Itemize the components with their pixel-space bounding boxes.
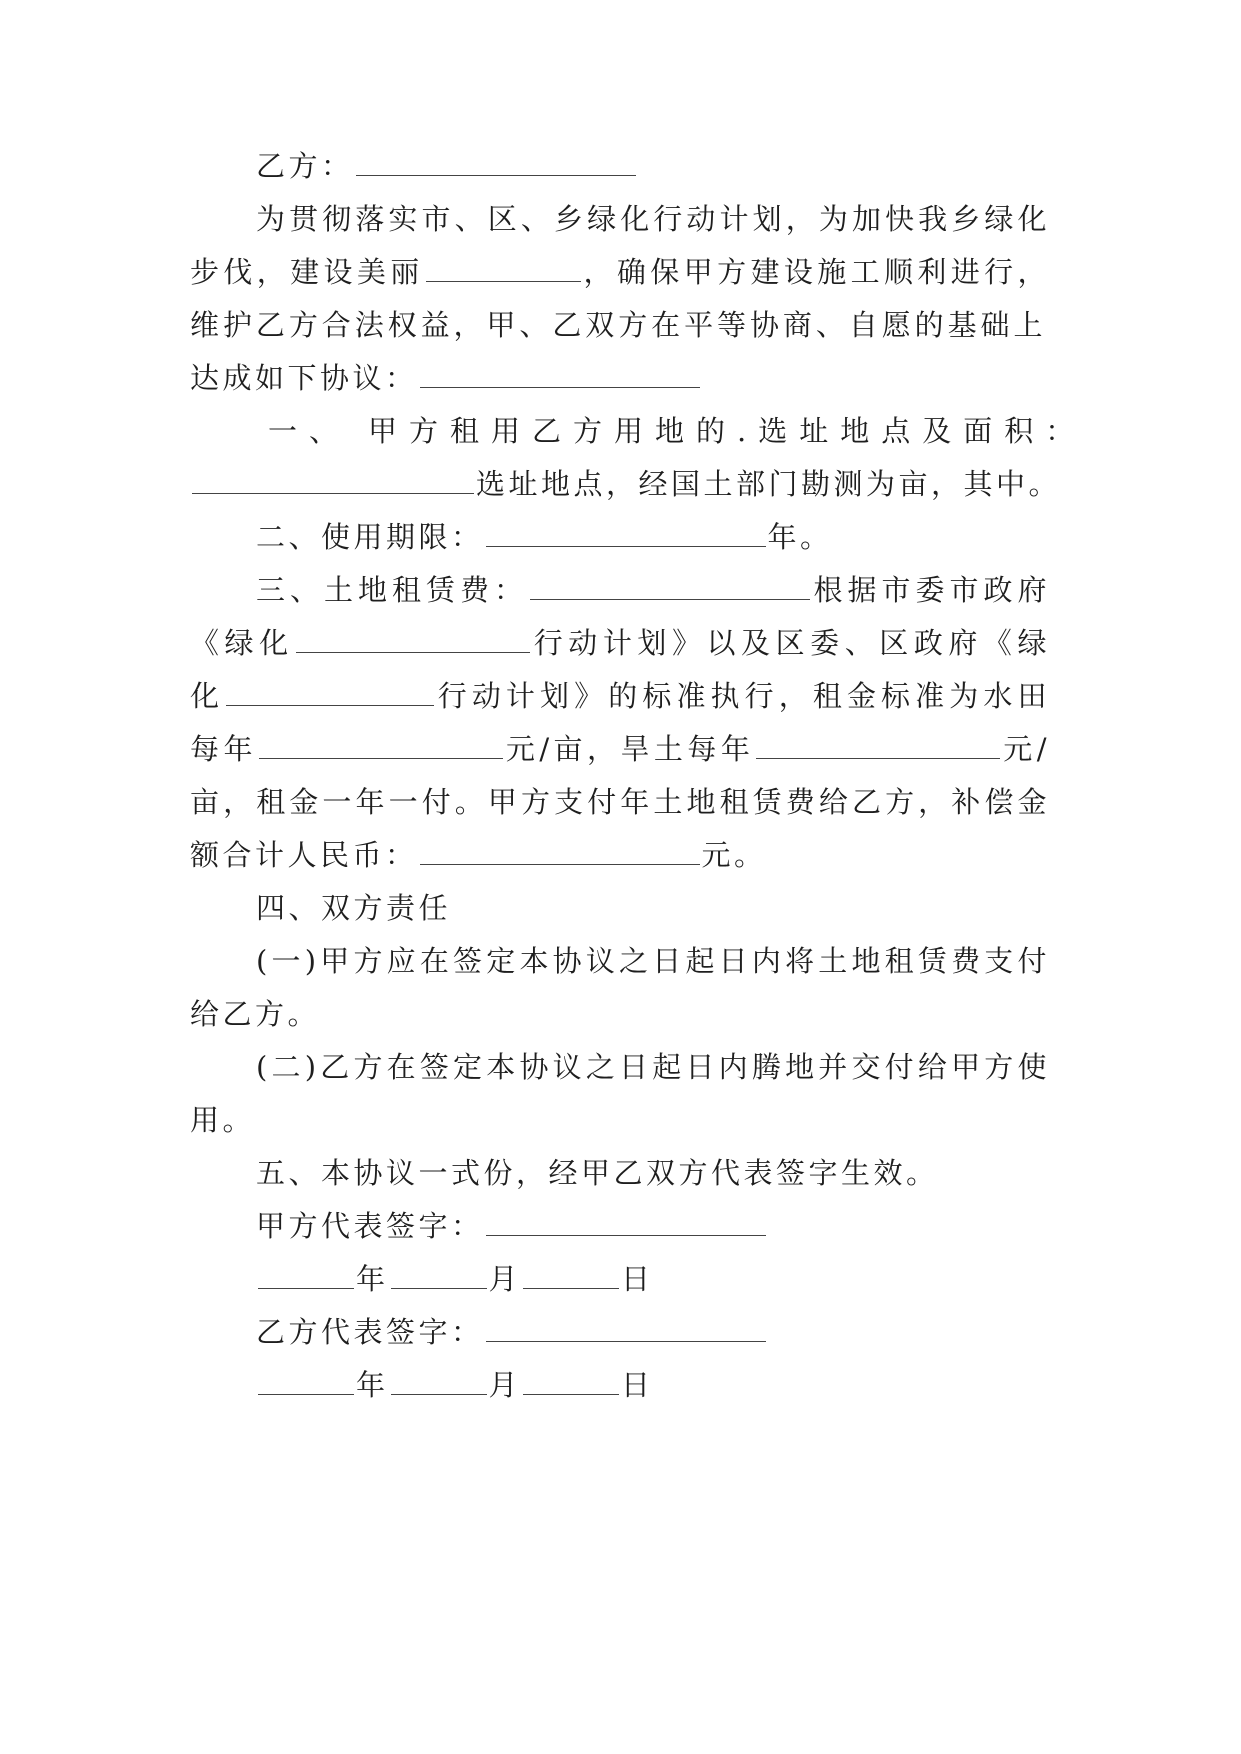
preamble-text-1: 为贯彻落实市、区、乡绿化行动计划，为加快我乡绿化 xyxy=(256,202,1050,236)
preamble-line-1 xyxy=(256,199,1050,239)
clause-3-line-2 xyxy=(190,623,1050,663)
preamble-line-4 xyxy=(190,358,1050,398)
party-a-signature-label: 甲方代表签字： xyxy=(256,1209,484,1243)
clause-3-text-2a: 《绿化 xyxy=(190,626,294,660)
clause-3-text-4a: 每年 xyxy=(190,732,257,766)
preamble-text-3: 维护乙方合法权益，甲、乙双方在平等协商、自愿的基础上 xyxy=(190,308,1046,342)
clause-3-label: 三、土地租赁费： xyxy=(256,573,528,607)
clause-3-line-3 xyxy=(190,676,1050,716)
clause-5-text: 五、本协议一式份，经甲乙双方代表签字生效。 xyxy=(256,1156,939,1190)
party-b-year-label: 年 xyxy=(356,1368,389,1402)
beautiful-blank xyxy=(426,261,581,282)
party-b-label: 乙方： xyxy=(256,149,354,183)
city-plan-blank xyxy=(296,632,530,653)
clause-4-1-line-1 xyxy=(256,941,1050,981)
district-plan-blank xyxy=(226,685,434,706)
party-b-date-line xyxy=(256,1365,1116,1405)
clause-4-1-line-2 xyxy=(190,994,1050,1034)
clause-4-text: 四、双方责任 xyxy=(256,891,452,925)
rent-blank xyxy=(530,579,810,600)
clause-3-line-1 xyxy=(256,570,1050,610)
party-b-blank xyxy=(356,155,636,176)
party-a-day-blank xyxy=(523,1268,619,1289)
clause-3-text-4b: 元/亩，旱土每年 xyxy=(504,732,755,766)
clause-4-1-text-2: 给乙方。 xyxy=(190,997,321,1031)
term-blank xyxy=(486,526,766,547)
clause-3-text-6b: 元。 xyxy=(701,838,767,872)
party-a-date-line xyxy=(256,1259,1116,1299)
clause-4-1-text-1: (一)甲方应在签定本协议之日起日内将土地租赁费支付 xyxy=(256,944,1050,978)
party-b-signature-line xyxy=(256,1312,1116,1352)
clause-1-text: 甲方租用乙方用地的.选址地点及面积： xyxy=(368,414,1087,448)
preamble-line-3 xyxy=(190,305,1046,345)
clause-1-line-2 xyxy=(190,464,1062,504)
agreement-blank xyxy=(420,367,700,388)
compensation-blank xyxy=(420,844,700,865)
party-b-day-label: 日 xyxy=(621,1368,654,1402)
clause-1-line-1 xyxy=(268,411,1087,451)
party-a-year-blank xyxy=(258,1268,354,1289)
preamble-text-2b: ，确保甲方建设施工顺利进行， xyxy=(582,255,1050,289)
clause-4-2-line-1 xyxy=(256,1047,1050,1087)
party-a-year-label: 年 xyxy=(356,1262,389,1296)
clause-4-2-line-2 xyxy=(190,1100,1050,1140)
clause-1-number: 一、 xyxy=(268,414,351,448)
clause-4-2-text-2: 用。 xyxy=(190,1103,256,1137)
clause-3-line-4 xyxy=(190,729,1050,769)
clause-3-text-6a: 额合计人民币： xyxy=(190,838,418,872)
preamble-text-4: 达成如下协议： xyxy=(190,361,418,395)
clause-3-text-3b: 行动计划》的标准执行，租金标准为水田 xyxy=(436,679,1050,713)
party-b-day-blank xyxy=(523,1374,619,1395)
clause-3-line-6 xyxy=(190,835,1050,875)
clause-2-line xyxy=(256,517,1116,557)
preamble-line-2 xyxy=(190,252,1050,292)
party-b-month-blank xyxy=(391,1374,487,1395)
party-a-month-blank xyxy=(391,1268,487,1289)
party-a-signature-line xyxy=(256,1206,1116,1246)
clause-4-heading xyxy=(256,888,1116,928)
party-b-signature-blank xyxy=(486,1321,766,1342)
party-b-line xyxy=(256,146,1116,186)
party-a-signature-blank xyxy=(486,1215,766,1236)
dryland-rent-blank xyxy=(756,738,1000,759)
clause-3-text-3a: 化 xyxy=(190,679,225,713)
party-a-day-label: 日 xyxy=(621,1262,654,1296)
clause-3-text-4c: 元/ xyxy=(1002,732,1050,766)
site-location-blank xyxy=(192,473,474,494)
clause-3-line-5 xyxy=(190,782,1050,822)
clause-2-unit: 年。 xyxy=(767,520,833,554)
clause-4-2-text-1: (二)乙方在签定本协议之日起日内腾地并交付给甲方使 xyxy=(256,1050,1050,1084)
party-b-month-label: 月 xyxy=(488,1368,522,1402)
party-a-month-label: 月 xyxy=(488,1262,522,1296)
party-b-signature-label: 乙方代表签字： xyxy=(256,1315,484,1349)
clause-1-text-2: 选址地点，经国土部门勘测为亩，其中。 xyxy=(476,467,1062,501)
paddy-rent-blank xyxy=(259,738,503,759)
clause-2-label: 二、使用期限： xyxy=(256,520,484,554)
clause-3-text-1: 根据市委市政府 xyxy=(811,573,1050,607)
party-b-year-blank xyxy=(258,1374,354,1395)
preamble-text-2a: 步伐，建设美丽 xyxy=(190,255,424,289)
clause-5-line xyxy=(256,1153,1116,1193)
clause-3-text-5: 亩，租金一年一付。甲方支付年土地租赁费给乙方，补偿金 xyxy=(190,785,1050,819)
clause-3-text-2b: 行动计划》以及区委、区政府《绿 xyxy=(531,626,1050,660)
